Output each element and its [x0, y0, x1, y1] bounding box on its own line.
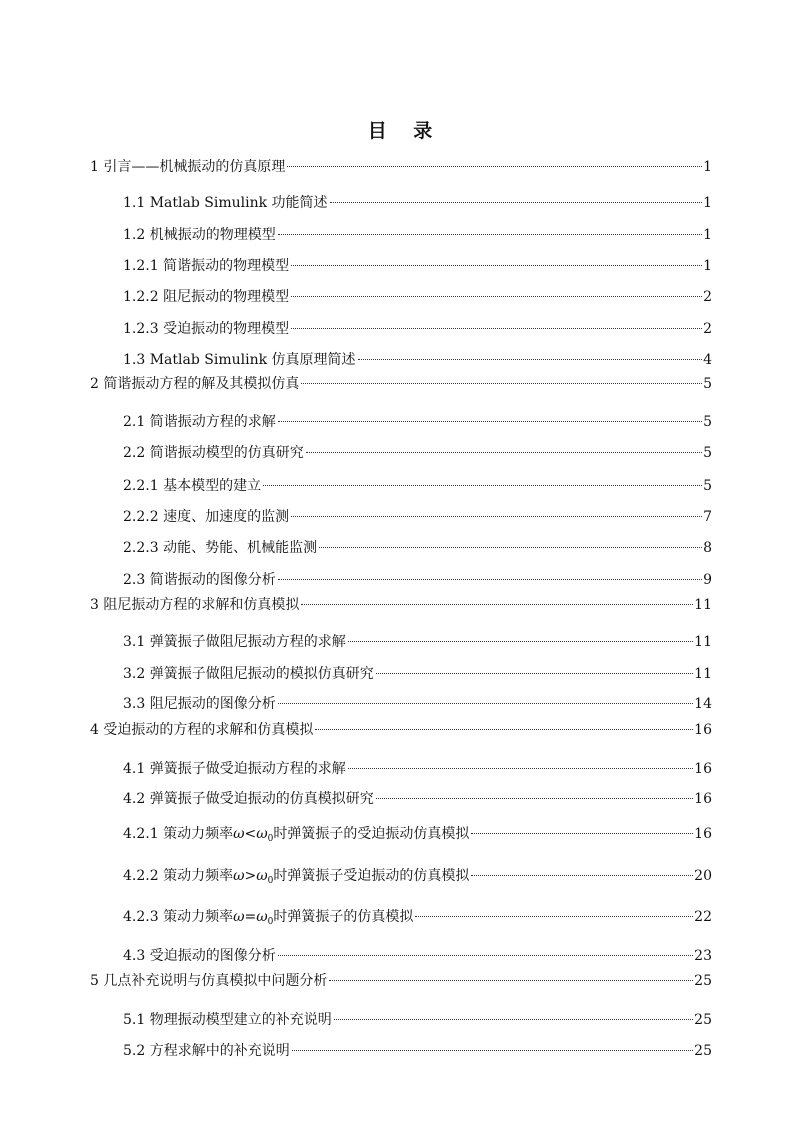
dot-leader: [263, 485, 702, 486]
toc-entry-page: 1: [703, 195, 712, 211]
toc-entry-title: 5 几点补充说明与仿真模拟中问题分析: [90, 973, 328, 989]
toc-entry-page: 1: [703, 258, 712, 274]
toc-entry-page: 2: [703, 321, 712, 337]
dot-leader: [292, 1050, 693, 1051]
dot-leader: [330, 202, 703, 203]
dot-leader: [358, 359, 703, 360]
toc-entry[interactable]: [123, 946, 712, 966]
toc-entry-title: 2.2 简谐振动模型的仿真研究: [123, 445, 304, 461]
toc-entry-page: 1: [703, 159, 712, 175]
toc-entry-page: 5: [703, 445, 712, 461]
toc-entry-title: 3.3 阻尼振动的图像分析: [123, 696, 276, 712]
toc-entry-title: 2.2.2 速度、加速度的监测: [123, 509, 290, 525]
dot-leader: [287, 166, 702, 167]
toc-entry-title: 1.1 Matlab Simulink 功能简述: [123, 195, 328, 211]
dot-leader: [348, 768, 693, 769]
dot-leader: [278, 421, 702, 422]
dot-leader: [471, 875, 693, 876]
toc-entry-title: 2.2.1 基本模型的建立: [123, 478, 262, 494]
toc-entry-page: 9: [703, 572, 712, 588]
dot-leader: [415, 916, 693, 917]
toc-entry[interactable]: [123, 570, 712, 590]
toc-entry[interactable]: [123, 507, 712, 527]
dot-leader: [278, 234, 702, 235]
toc-entry-title: 1.2.3 受迫振动的物理模型: [123, 321, 290, 337]
toc-entry-title: 4 受迫振动的方程的求解和仿真模拟: [90, 722, 314, 738]
toc-entry-title: 3.2 弹簧振子做阻尼振动的模拟仿真研究: [123, 666, 374, 682]
toc-entry[interactable]: [123, 789, 712, 809]
toc-entry-page: 5: [703, 414, 712, 430]
toc-entry-page: 22: [694, 909, 712, 925]
dot-leader: [315, 729, 693, 730]
toc-entry-title: 4.2 弹簧振子做受迫振动的仿真模拟研究: [123, 791, 374, 807]
toc-entry-page: 7: [703, 509, 712, 525]
dot-leader: [348, 641, 693, 642]
dot-leader: [278, 579, 702, 580]
toc-entry-title: 1.3 Matlab Simulink 仿真原理简述: [123, 352, 356, 368]
toc-entry[interactable]: [90, 720, 712, 740]
toc-entry[interactable]: [123, 664, 712, 684]
toc-entry[interactable]: [123, 866, 712, 886]
dot-leader: [291, 265, 702, 266]
toc-entry-page: 16: [694, 722, 712, 738]
toc-entry[interactable]: [123, 1041, 712, 1061]
toc-entry-page: 8: [703, 540, 712, 556]
dot-leader: [301, 604, 693, 605]
dot-leader: [291, 516, 702, 517]
toc-entry[interactable]: [123, 824, 712, 844]
dot-leader: [329, 980, 693, 981]
toc-entry-page: 25: [694, 973, 712, 989]
toc-entry[interactable]: [123, 225, 712, 245]
page-title: 目 录: [367, 120, 443, 142]
dot-leader: [306, 452, 702, 453]
toc-entry[interactable]: [123, 443, 712, 463]
toc-entry-page: 25: [694, 1012, 712, 1028]
toc-entry-page: 11: [694, 597, 712, 613]
toc-entry[interactable]: [123, 538, 712, 558]
toc-entry[interactable]: [123, 350, 712, 370]
toc-entry-title: 1.2.1 简谐振动的物理模型: [123, 258, 290, 274]
toc-entry[interactable]: [123, 193, 712, 213]
toc-entry-title: 1.2.2 阻尼振动的物理模型: [123, 289, 290, 305]
toc-entry[interactable]: [90, 971, 712, 991]
dot-leader: [301, 383, 702, 384]
dot-leader: [278, 703, 693, 704]
toc-entry-title: 5.1 物理振动模型建立的补充说明: [123, 1012, 332, 1028]
toc-entry-title: 3.1 弹簧振子做阻尼振动方程的求解: [123, 634, 346, 650]
toc-entry-page: 16: [694, 826, 712, 842]
toc-entry-page: 14: [694, 696, 712, 712]
dot-leader: [376, 673, 693, 674]
toc-entry-title: 2.3 简谐振动的图像分析: [123, 572, 276, 588]
toc-entry-page: 20: [694, 868, 712, 884]
toc-entry-title: 2.1 简谐振动方程的求解: [123, 414, 276, 430]
toc-entry-title: 4.1 弹簧振子做受迫振动方程的求解: [123, 761, 346, 777]
toc-entry-title: 4.2.2 策动力频率$\omega>\omega_0$时弹簧振子受迫振动的仿真模拟: [123, 868, 470, 886]
dot-leader: [291, 296, 702, 297]
toc-entry-page: 2: [703, 289, 712, 305]
toc-entry-page: 23: [694, 948, 712, 964]
toc-entry-page: 5: [703, 376, 712, 392]
dot-leader: [376, 798, 693, 799]
toc-entry-page: 16: [694, 761, 712, 777]
toc-entry[interactable]: [123, 1010, 712, 1030]
toc-entry[interactable]: [90, 595, 712, 615]
toc-entry[interactable]: [123, 694, 712, 714]
toc-entry-title: 4.2.1 策动力频率$\omega<\omega_0$时弹簧振子的受迫振动仿真模拟: [123, 826, 470, 844]
toc-entry[interactable]: [90, 374, 712, 394]
toc-entry-title: 2.2.3 动能、势能、机械能监测: [123, 540, 318, 556]
dot-leader: [278, 955, 693, 956]
toc-entry[interactable]: [123, 319, 712, 339]
toc-entry[interactable]: [123, 412, 712, 432]
toc-entry[interactable]: [123, 632, 712, 652]
toc-entry[interactable]: [123, 907, 712, 927]
toc-entry-title: 4.3 受迫振动的图像分析: [123, 948, 276, 964]
toc-entry-title: 1.2 机械振动的物理模型: [123, 227, 276, 243]
dot-leader: [291, 328, 702, 329]
toc-entry-page: 1: [703, 227, 712, 243]
toc-entry-title: 2 简谐振动方程的解及其模拟仿真: [90, 376, 300, 392]
toc-entry-page: 11: [694, 666, 712, 682]
toc-entry-title: 5.2 方程求解中的补充说明: [123, 1043, 290, 1059]
dot-leader: [471, 833, 693, 834]
toc-entry-page: 11: [694, 634, 712, 650]
toc-entry-title: 3 阻尼振动方程的求解和仿真模拟: [90, 597, 300, 613]
toc-entry-title: 1 引言——机械振动的仿真原理: [90, 159, 286, 175]
toc-entry[interactable]: [90, 157, 712, 177]
toc-entry[interactable]: [123, 759, 712, 779]
toc-entry-page: 16: [694, 791, 712, 807]
toc-entry[interactable]: [123, 256, 712, 276]
toc-entry-page: 4: [703, 352, 712, 368]
dot-leader: [319, 547, 702, 548]
toc-entry-title: 4.2.3 策动力频率$\omega=\omega_0$时弹簧振子的仿真模拟: [123, 909, 414, 927]
toc-entry[interactable]: [123, 287, 712, 307]
dot-leader: [334, 1019, 693, 1020]
toc-entry-page: 5: [703, 478, 712, 494]
toc-entry-page: 25: [694, 1043, 712, 1059]
toc-entry[interactable]: [123, 476, 712, 496]
